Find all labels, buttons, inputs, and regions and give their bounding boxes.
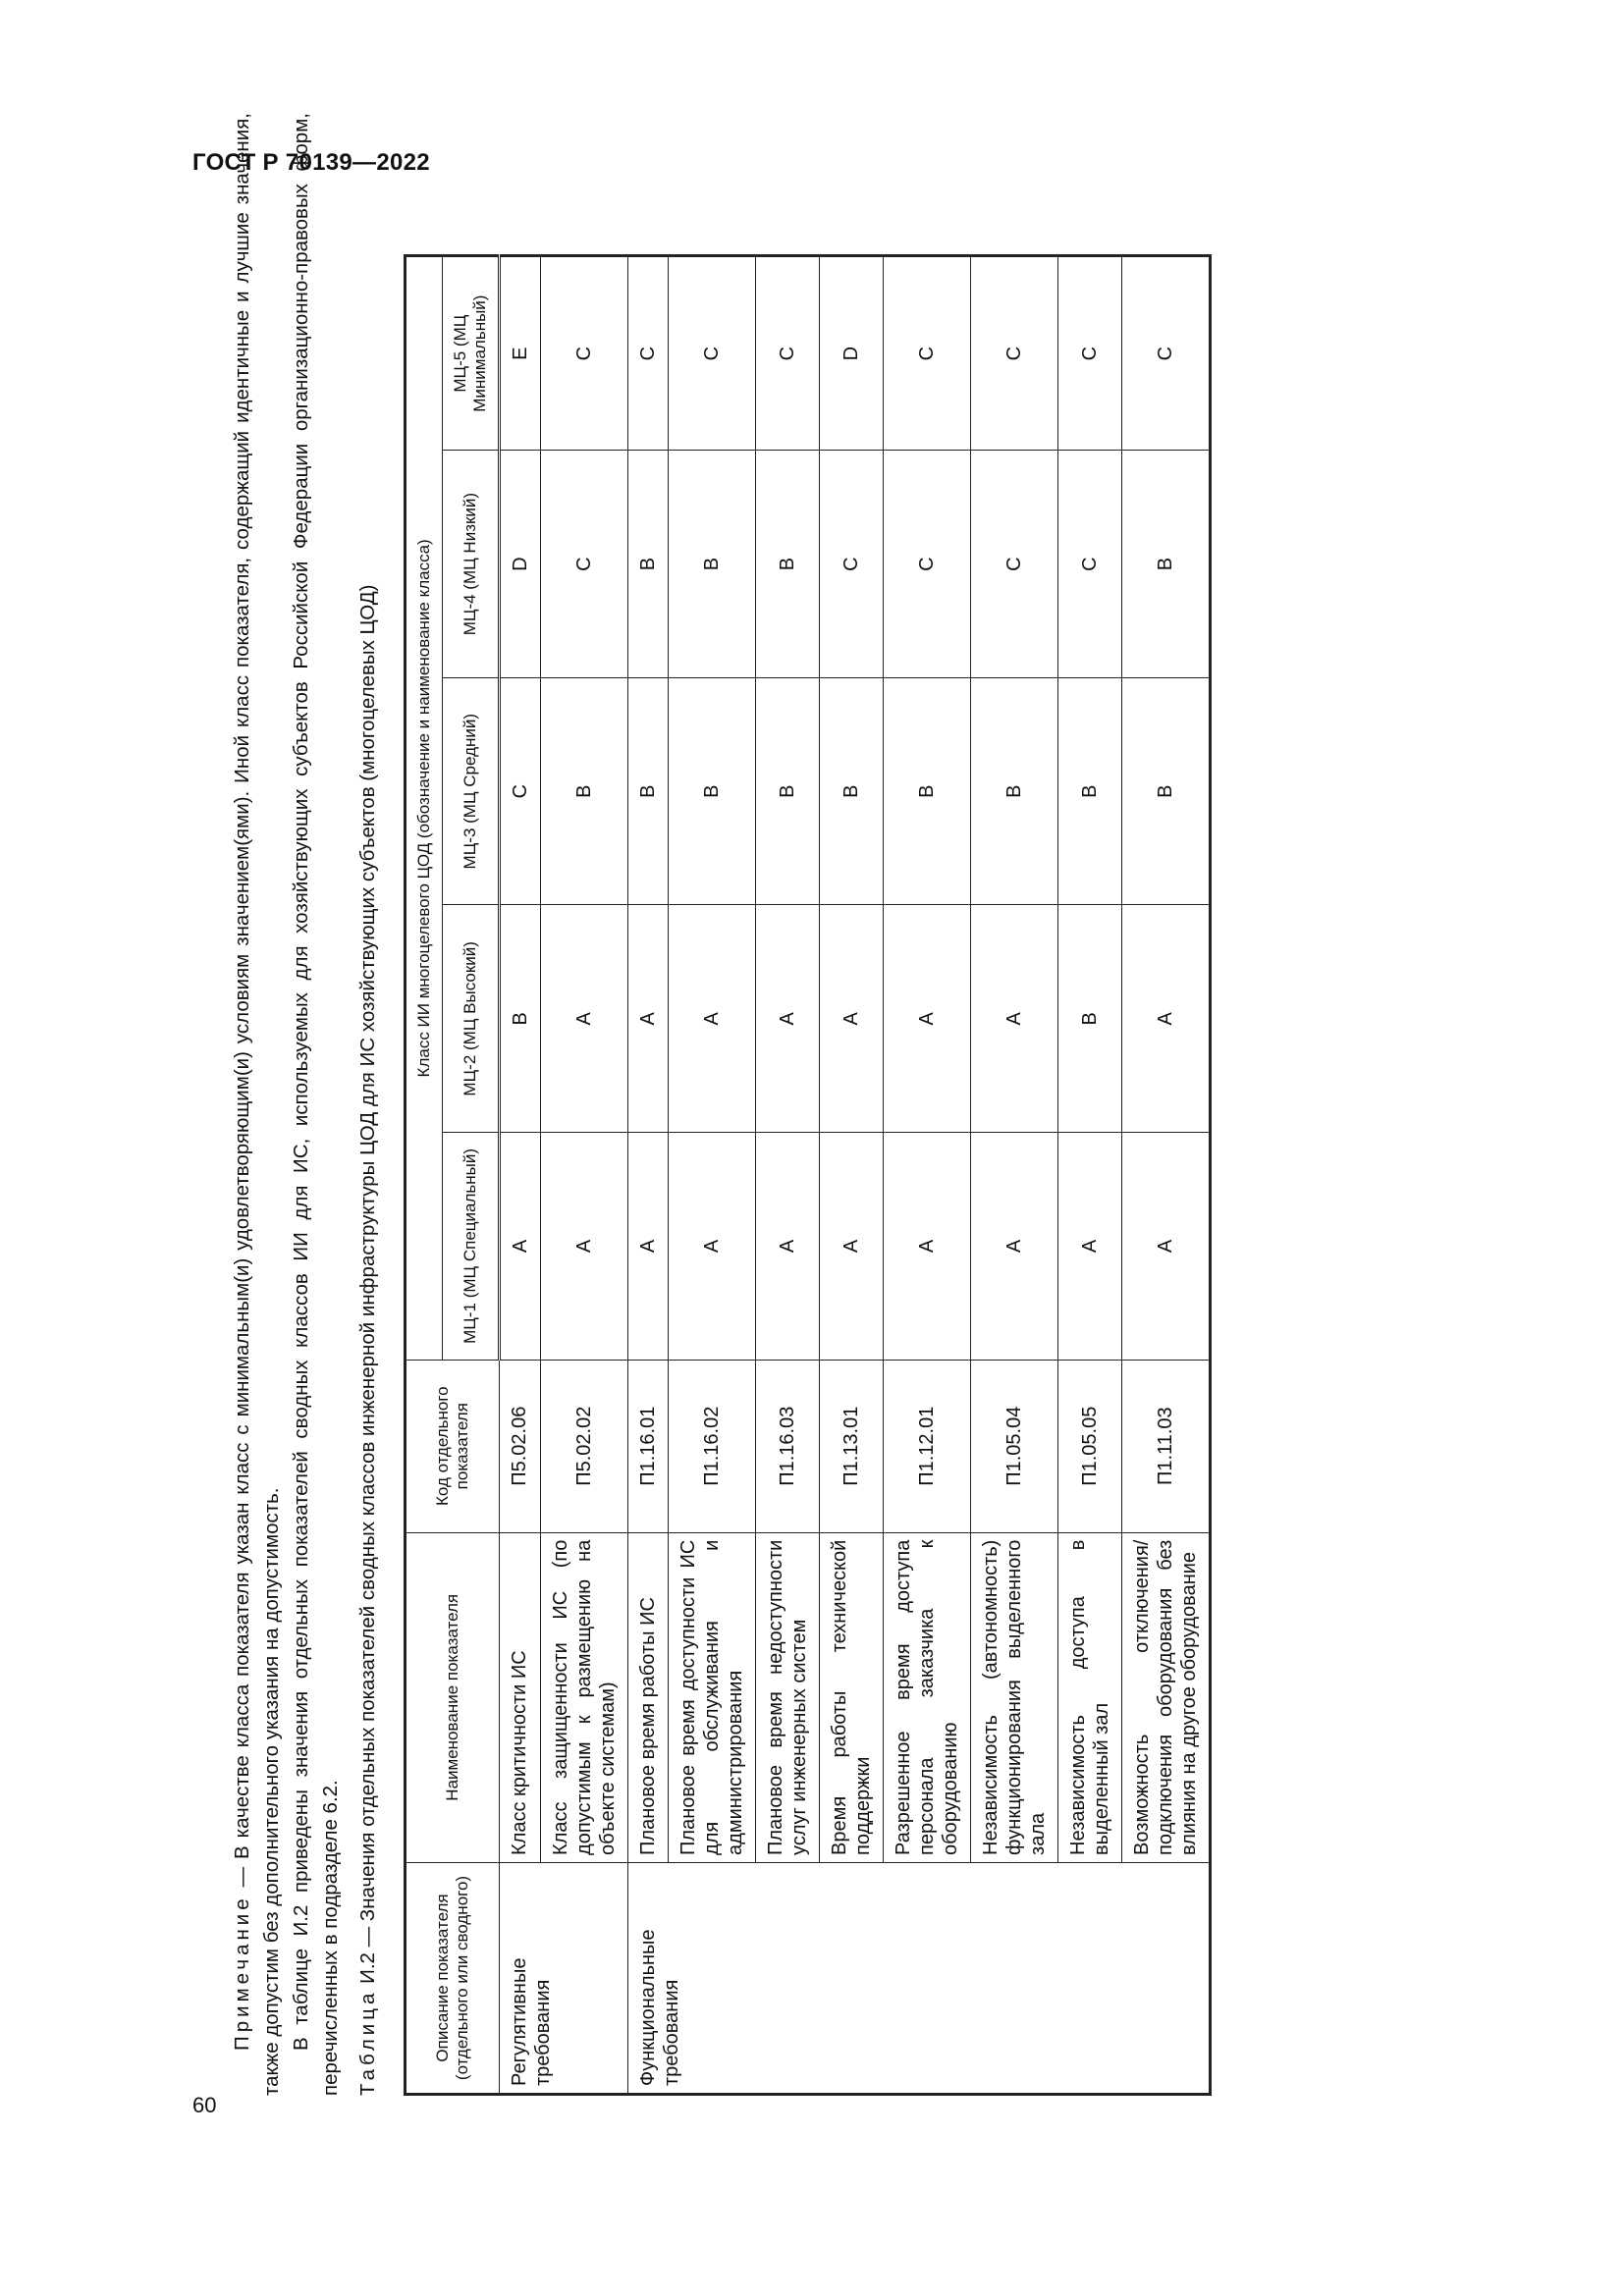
row-name: Возможность отключения/подключения оборудования без влияния на другое оборудование (1121, 1532, 1210, 1862)
row-value: A (1121, 1133, 1210, 1361)
row-value: A (1121, 905, 1210, 1133)
row-value: A (883, 1133, 970, 1361)
row-value: A (819, 1133, 883, 1361)
row-value: A (970, 905, 1057, 1133)
row-value: B (627, 677, 668, 905)
row-value: B (1121, 677, 1210, 905)
group-label-functional: Функциональные требования (627, 1862, 1210, 2094)
table-row (627, 256, 668, 2095)
group-label-regulatory: Регулятивные требования (499, 1862, 627, 2094)
header-name: Наименование показателя (405, 1532, 499, 1862)
row-name: Класс критичности ИС (499, 1532, 540, 1862)
row-value: A (540, 1133, 627, 1361)
row-value: B (1121, 451, 1210, 678)
row-value: A (627, 905, 668, 1133)
row-value: A (883, 905, 970, 1133)
row-value: A (970, 1133, 1057, 1361)
row-code: П5.02.02 (540, 1360, 627, 1532)
row-name: Класс защищенности ИС (по допустимым к размещению на объекте системам) (540, 1532, 627, 1862)
table-row (1121, 256, 1210, 2095)
row-value: B (755, 677, 819, 905)
note-paragraph (228, 113, 287, 2096)
caption-label: Таблица (356, 1989, 379, 2096)
row-value: C (627, 256, 668, 451)
header-description: Описание показателя (отдельного или сводного) (405, 1862, 499, 2094)
row-value: C (755, 256, 819, 451)
table-caption (353, 113, 383, 2096)
row-value: B (755, 451, 819, 678)
row-value: B (540, 677, 627, 905)
table-row (970, 256, 1057, 2095)
row-code: П1.05.04 (970, 1360, 1057, 1532)
row-code: П1.16.02 (668, 1360, 755, 1532)
row-code: П5.02.06 (499, 1360, 540, 1532)
header-code: Код отдельного показателя (405, 1360, 499, 1532)
row-value: B (1057, 905, 1121, 1133)
row-value: B (668, 677, 755, 905)
row-value: C (819, 451, 883, 678)
row-value: C (499, 677, 540, 905)
note-label: Примечание (231, 1895, 253, 2051)
caption-text: И.2 — Значения отдельных показателей сводных классов инженерной инфраструктуры ЦОД для ИС хозяйствующих субъектов (многоцелевых ЦОД) (356, 584, 379, 1990)
row-value: C (668, 256, 755, 451)
header-class-3: МЦ-3 (МЦ Средний) (442, 677, 499, 905)
table-row (668, 256, 755, 2095)
row-name: Независимость (автономность) функционирования выделенного зала (970, 1532, 1057, 1862)
row-name: Разрешенное время доступа персонала заказчика к оборудованию (883, 1532, 970, 1862)
row-value: C (970, 256, 1057, 451)
row-value: C (540, 256, 627, 451)
table-row (1057, 256, 1121, 2095)
row-value: B (1057, 677, 1121, 905)
intro-paragraph: В таблице И.2 приведены значения отдельных показателей сводных классов ИИ для ИС, используемых для хозяйствующих субъектов Российской Федерации организационно-правовых форм, перечисленных в подразделе 6.2. (290, 113, 342, 2096)
row-value: C (540, 451, 627, 678)
header-class-group: Класс ИИ многоцелевого ЦОД (обозначение и наименование класса) (405, 256, 442, 1361)
row-value: D (499, 451, 540, 678)
row-value: C (883, 256, 970, 451)
row-value: B (499, 905, 540, 1133)
row-value: D (819, 256, 883, 451)
row-code: П1.11.03 (1121, 1360, 1210, 1532)
note-text: — В качестве класса показателя указан класс с минимальным(и) удовлетворяющим(и) условиям значением(ями). Иной класс показателя, содержащий идентичные и лучшие значения, также допустим без дополнительного указания на допустимость. (231, 113, 283, 2096)
row-value: C (970, 451, 1057, 678)
indicators-table (404, 254, 1212, 2096)
row-value: B (668, 451, 755, 678)
row-name: Независимость доступа в выделенный зал (1057, 1532, 1121, 1862)
row-value: A (668, 1133, 755, 1361)
row-value: A (499, 1133, 540, 1361)
row-value: A (540, 905, 627, 1133)
row-value: A (755, 1133, 819, 1361)
row-name: Плановое время недоступности услуг инженерных систем (755, 1532, 819, 1862)
table-row (755, 256, 819, 2095)
header-class-2: МЦ-2 (МЦ Высокий) (442, 905, 499, 1133)
row-value: E (499, 256, 540, 451)
row-value: C (883, 451, 970, 678)
row-value: A (627, 1133, 668, 1361)
row-value: C (1057, 256, 1121, 451)
table-row (499, 256, 540, 2095)
document-header: ГОСТ Р 70139—2022 (192, 149, 430, 176)
row-code: П1.13.01 (819, 1360, 883, 1532)
row-value: C (1057, 451, 1121, 678)
row-name: Плановое время работы ИС (627, 1532, 668, 1862)
header-class-1: МЦ-1 (МЦ Специальный) (442, 1133, 499, 1361)
page-number: 60 (192, 2093, 217, 2117)
row-value: B (627, 451, 668, 678)
header-class-4: МЦ-4 (МЦ Низкий) (442, 451, 499, 678)
rotated-content (228, 113, 1455, 2096)
row-value: B (883, 677, 970, 905)
row-value: A (1057, 1133, 1121, 1361)
row-code: П1.05.05 (1057, 1360, 1121, 1532)
row-value: A (755, 905, 819, 1133)
row-value: B (819, 677, 883, 905)
table-row (819, 256, 883, 2095)
row-code: П1.12.01 (883, 1360, 970, 1532)
row-code: П1.16.01 (627, 1360, 668, 1532)
row-value: C (1121, 256, 1210, 451)
row-code: П1.16.03 (755, 1360, 819, 1532)
row-name: Плановое время доступности ИС для обслуживания и администрирования (668, 1532, 755, 1862)
header-class-5: МЦ-5 (МЦ Минимальный) (442, 256, 499, 451)
table-row (883, 256, 970, 2095)
table-row (540, 256, 627, 2095)
row-value: B (970, 677, 1057, 905)
row-value: A (819, 905, 883, 1133)
row-name: Время работы технической поддержки (819, 1532, 883, 1862)
row-value: A (668, 905, 755, 1133)
